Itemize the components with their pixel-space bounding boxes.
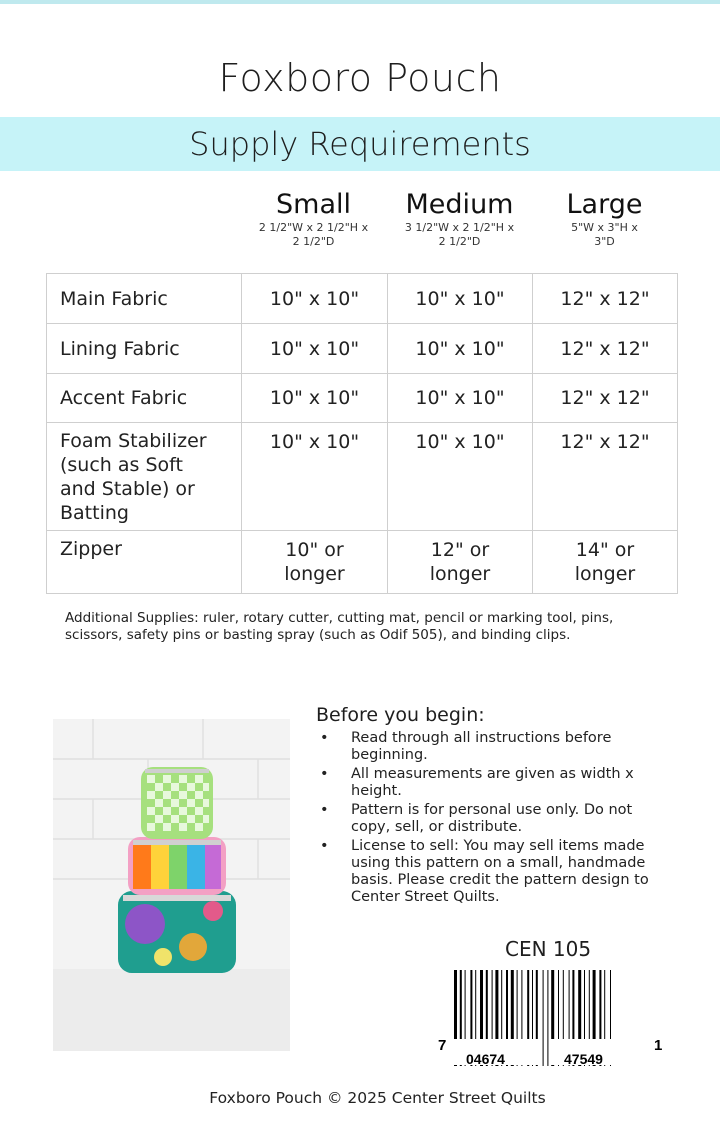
table-row (47, 531, 678, 594)
row-label-line: Batting (60, 501, 129, 524)
additional-supplies-line: Additional Supplies: ruler, rotary cutter, cutting mat, pencil or marking tool, pins, (65, 610, 614, 626)
cell-line: 14" or (575, 539, 635, 561)
list-item-line: basis. Please credit the pattern design to (351, 872, 649, 888)
size-heading-small (241, 190, 386, 248)
before-you-begin-heading: Before you begin: (316, 704, 485, 726)
size-dimensions: 3"D (594, 235, 615, 248)
additional-supplies (65, 610, 675, 644)
page-subtitle: Supply Requirements (189, 125, 531, 163)
cell-small: 10" x 10" (242, 324, 388, 374)
cell-medium: 10" x 10" (388, 324, 533, 374)
cell-large: 12" x 12" (533, 423, 678, 531)
cell-large: 12" x 12" (533, 324, 678, 374)
cell-medium: 10" x 10" (388, 423, 533, 531)
barcode-left-digit: 7 (438, 1037, 447, 1054)
cell-line: 12" or (430, 539, 490, 561)
before-you-begin-list (318, 730, 678, 908)
supply-table (46, 273, 678, 594)
list-item-line: All measurements are given as width x (351, 766, 634, 782)
size-dimensions: 2 1/2"W x 2 1/2"H x (258, 221, 369, 234)
pattern-code: CEN 105 (505, 937, 592, 961)
list-item (318, 838, 678, 906)
footer-copyright: Foxboro Pouch © 2025 Center Street Quilts (209, 1089, 546, 1107)
cell-small (242, 531, 388, 594)
list-item-line: Pattern is for personal use only. Do not (351, 802, 633, 818)
bullet-icon: • (320, 730, 329, 746)
table-row (47, 423, 678, 531)
list-item-line: copy, sell, or distribute. (351, 819, 523, 835)
cell-medium: 10" x 10" (388, 274, 533, 324)
size-dimensions: 5"W x 3"H x (571, 221, 638, 234)
list-item-line: using this pattern on a small, handmade (351, 855, 646, 871)
list-item (318, 766, 678, 800)
list-item-line: height. (351, 783, 402, 799)
list-item-line: License to sell: You may sell items made (351, 838, 645, 854)
row-label: Accent Fabric (47, 374, 242, 423)
cell-small: 10" x 10" (242, 274, 388, 324)
size-name: Small (276, 189, 351, 220)
list-item (318, 802, 678, 836)
size-heading-medium (387, 190, 532, 248)
cell-line: longer (284, 563, 345, 585)
cell-medium: 10" x 10" (388, 374, 533, 423)
barcode-bar (543, 970, 544, 1066)
size-name: Large (566, 189, 643, 220)
list-item-line: beginning. (351, 747, 428, 763)
row-label: Main Fabric (47, 274, 242, 324)
size-dimensions: 3 1/2"W x 2 1/2"H x (404, 221, 515, 234)
table-row (47, 274, 678, 324)
cell-large: 12" x 12" (533, 274, 678, 324)
stacked-pouches-photo (53, 719, 290, 1051)
bullet-icon: • (320, 766, 329, 782)
list-item-line: Center Street Quilts. (351, 889, 500, 905)
page-title: Foxboro Pouch (218, 56, 502, 100)
size-name: Medium (405, 189, 514, 220)
additional-supplies-line: scissors, safety pins or basting spray (such as Odif 505), and binding clips. (65, 627, 571, 643)
table-row (47, 374, 678, 423)
size-dimensions: 2 1/2"D (438, 235, 481, 248)
row-label-line: Foam Stabilizer (60, 429, 207, 452)
size-heading-large (532, 190, 677, 248)
cell-small: 10" x 10" (242, 423, 388, 531)
barcode-icon (432, 966, 667, 1072)
row-label: Zipper (47, 531, 242, 594)
size-dimensions: 2 1/2"D (292, 235, 335, 248)
barcode-group-2: 47549 (564, 1051, 603, 1067)
cell-small: 10" x 10" (242, 374, 388, 423)
cell-large: 12" x 12" (533, 374, 678, 423)
row-label: Lining Fabric (47, 324, 242, 374)
cell-line: longer (429, 563, 491, 585)
row-label (47, 423, 242, 531)
list-item-line: Read through all instructions before (351, 730, 612, 746)
barcode-group-1: 04674 (466, 1051, 505, 1067)
cell-line: 10" or (285, 539, 344, 561)
cell-line: longer (574, 563, 636, 585)
barcode-bar (547, 970, 548, 1066)
row-label-line: and Stable) or (60, 477, 195, 500)
barcode-right-digit: 1 (654, 1037, 663, 1054)
cell-medium (388, 531, 533, 594)
row-label-line: (such as Soft (60, 453, 183, 476)
table-row (47, 324, 678, 374)
list-item (318, 730, 678, 764)
bullet-icon: • (320, 838, 329, 854)
top-accent-line (0, 0, 720, 4)
bullet-icon: • (320, 802, 329, 818)
cell-large (533, 531, 678, 594)
